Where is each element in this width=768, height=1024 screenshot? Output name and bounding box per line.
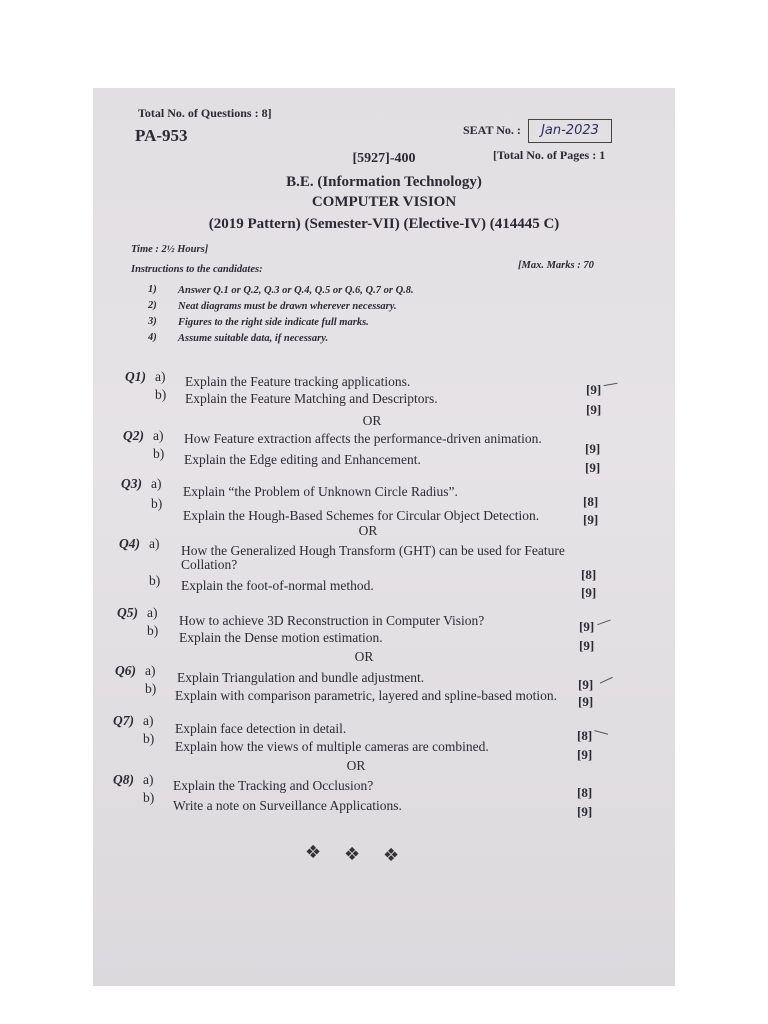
- tick-mark: [597, 671, 613, 683]
- seat-label: SEAT No. :: [463, 123, 521, 137]
- question-text: Explain Triangulation and bundle adjustment.: [177, 670, 425, 685]
- question-part-label: b): [147, 623, 159, 638]
- question-number: Q7): [113, 713, 134, 728]
- question-part-label: b): [155, 387, 167, 402]
- question-number: Q5): [117, 605, 138, 620]
- question-marks: [9]: [578, 694, 594, 709]
- question-number: Q8): [113, 772, 134, 787]
- question-part-label: b): [143, 790, 155, 805]
- max-marks: [Max. Marks : 70: [518, 260, 594, 271]
- subject-title: COMPUTER VISION: [311, 194, 457, 210]
- question-number: Q6): [115, 663, 136, 678]
- instruction-text: Answer Q.1 or Q.2, Q.3 or Q.4, Q.5 or Q.6, Q.7 or Q.8.: [178, 285, 414, 296]
- question-marks: [9]: [579, 638, 595, 653]
- question-marks: [9]: [577, 804, 593, 819]
- question-text: Explain the Tracking and Occlusion?: [173, 778, 374, 793]
- total-questions: Total No. of Questions : 8]: [138, 106, 272, 120]
- question-text: How to achieve 3D Reconstruction in Computer Vision?: [179, 613, 485, 628]
- question-marks: [9]: [586, 382, 602, 397]
- instruction-num: 1): [148, 284, 157, 295]
- degree-title: B.E. (Information Technology): [286, 174, 482, 190]
- instruction-num: 3): [148, 316, 157, 327]
- question-text-continued: Collation?: [181, 557, 238, 572]
- question-part-label: a): [149, 536, 160, 551]
- instruction-text: Figures to the right side indicate full marks.: [178, 317, 369, 328]
- question-marks: [9]: [585, 441, 601, 456]
- question-marks: [8]: [577, 728, 593, 743]
- question-text: Explain “the Problem of Unknown Circle Radius”.: [183, 484, 458, 499]
- question-text: Explain face detection in detail.: [175, 721, 347, 736]
- question-text: Explain the Dense motion estimation.: [179, 630, 383, 645]
- question-part-label: a): [143, 772, 154, 787]
- question-text: Explain the Edge editing and Enhancement.: [184, 452, 421, 467]
- question-part-label: a): [151, 476, 162, 491]
- question-text: Explain the foot-of-normal method.: [181, 578, 374, 593]
- instructions-heading: Instructions to the candidates:: [131, 264, 263, 275]
- question-part-label: a): [155, 369, 166, 384]
- question-text: How Feature extraction affects the performance-driven animation.: [184, 431, 542, 446]
- question-text: Explain with comparison parametric, layered and spline-based motion.: [175, 688, 558, 703]
- seat-number-box: Jan-2023: [528, 119, 612, 143]
- question-part-label: b): [143, 731, 155, 746]
- question-number: Q3): [121, 476, 142, 491]
- question-marks: [8]: [577, 785, 593, 800]
- question-number: Q2): [123, 428, 144, 443]
- question-marks: [9]: [577, 747, 593, 762]
- question-text: Write a note on Surveillance Applications.: [173, 798, 402, 813]
- code-line: [5927]-400: [352, 151, 416, 166]
- question-part-label: a): [147, 605, 158, 620]
- instruction-text: Neat diagrams must be drawn wherever necessary.: [178, 301, 397, 312]
- instruction-num: 2): [148, 300, 157, 311]
- question-number: Q1): [125, 369, 146, 384]
- total-pages: [Total No. of Pages : 1: [493, 148, 606, 162]
- question-part-label: b): [153, 446, 165, 461]
- or-separator: OR: [358, 523, 378, 538]
- question-marks: [9]: [585, 460, 601, 475]
- end-symbol: ❖: [383, 845, 400, 866]
- question-number: Q4): [119, 536, 140, 551]
- question-part-label: b): [151, 496, 163, 511]
- exam-paper: [93, 88, 675, 986]
- end-symbol: ❖: [305, 842, 322, 863]
- or-separator: OR: [354, 649, 374, 664]
- instruction-text: Assume suitable data, if necessary.: [178, 333, 329, 344]
- tick-mark: [595, 614, 611, 625]
- or-separator: OR: [362, 413, 382, 428]
- question-text: Explain the Feature tracking applications.: [185, 374, 411, 389]
- pattern-line: (2019 Pattern) (Semester-VII) (Elective-IV) (414445 C): [208, 216, 560, 232]
- question-part-label: a): [145, 663, 156, 678]
- question-marks: [9]: [579, 619, 595, 634]
- question-marks: [8]: [583, 494, 599, 509]
- tick-mark: [602, 377, 617, 386]
- instruction-num: 4): [148, 332, 157, 343]
- question-text: How the Generalized Hough Transform (GHT) can be used for Feature: [181, 543, 565, 558]
- exam-time: Time : 2½ Hours]: [131, 244, 209, 255]
- question-text: Explain the Hough-Based Schemes for Circular Object Detection.: [183, 508, 540, 523]
- question-part-label: a): [143, 713, 154, 728]
- question-part-label: b): [145, 681, 157, 696]
- paper-code: PA-953: [135, 126, 188, 145]
- end-symbol: ❖: [344, 844, 361, 865]
- question-part-label: a): [153, 428, 164, 443]
- question-marks: [9]: [578, 677, 594, 692]
- or-separator: OR: [346, 758, 366, 773]
- question-part-label: b): [149, 573, 161, 588]
- question-text: Explain the Feature Matching and Descriptors.: [185, 391, 438, 406]
- question-marks: [9]: [583, 512, 599, 527]
- question-marks: [9]: [581, 585, 597, 600]
- question-marks: [8]: [581, 567, 597, 582]
- tick-mark: [594, 724, 609, 734]
- question-text: Explain how the views of multiple cameras are combined.: [175, 739, 489, 754]
- question-marks: [9]: [586, 402, 602, 417]
